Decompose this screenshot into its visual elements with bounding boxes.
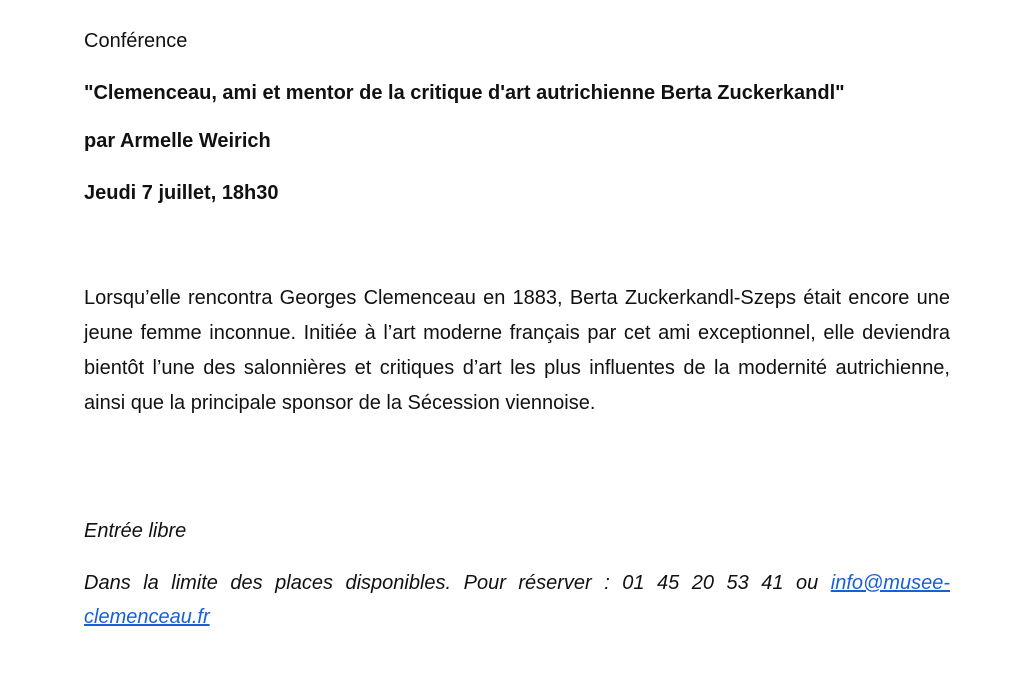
entry-note: Entrée libre xyxy=(84,520,187,542)
event-datetime: Jeudi 7 juillet, 18h30 xyxy=(84,182,279,204)
reservation-info xyxy=(84,566,950,634)
event-title: "Clemenceau, ami et mentor de la critique d'art autrichienne Berta Zuckerkandl" xyxy=(84,82,845,104)
email-link[interactable]: info@musee-clemenceau.fr xyxy=(84,572,950,628)
event-speaker: par Armelle Weirich xyxy=(84,130,271,152)
reservation-text: Dans la limite des places disponibles. Pour réserver : 01 45 20 53 41 ou xyxy=(84,572,831,594)
event-description: Lorsqu’elle rencontra Georges Clemenceau en 1883, Berta Zuckerkandl-Szeps était encore une jeune femme inconnue. Initiée à l’art moderne français par cet ami exceptionnel, elle deviendra bientôt l’une des salonnières et critiques d’art les plus influentes de la modernité autrichienne, ainsi que la principale sponsor de la Sécession viennoise. xyxy=(84,287,950,414)
event-type-label: Conférence xyxy=(84,30,188,52)
